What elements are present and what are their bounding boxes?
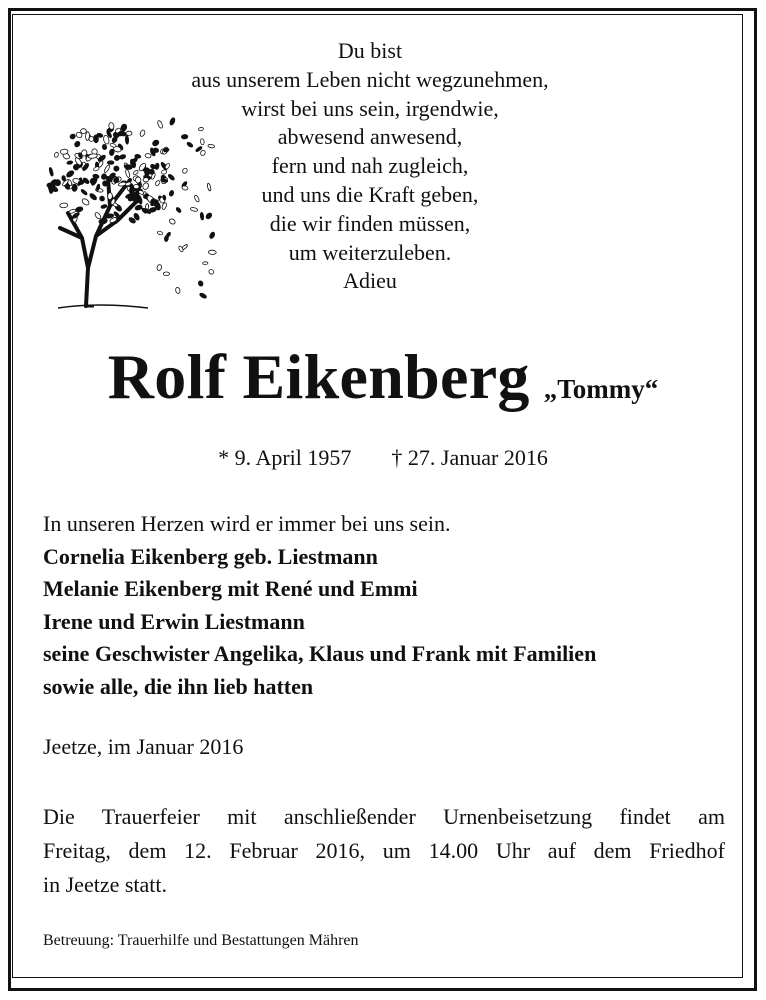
deceased-name: Rolf Eikenberg — [107, 341, 530, 412]
poem-line: aus unserem Leben nicht wegzunehmen, — [191, 66, 549, 92]
poem-line: wirst bei uns sein, irgendwie, — [241, 95, 499, 121]
life-dates — [0, 445, 766, 471]
birth-date: * 9. April 1957 — [218, 445, 352, 470]
poem-line: um weiterzuleben. — [288, 239, 452, 265]
family-section — [43, 508, 743, 703]
deceased-nickname: „Tommy“ — [543, 374, 659, 404]
funeral-care-note: Betreuung: Trauerhilfe und Bestattungen Mähren — [43, 932, 359, 949]
service-line: Freitag, dem 12. Februar 2016, um 14.00 Uhr auf dem Friedhof — [43, 838, 725, 863]
service-line: in Jeetze statt. — [43, 872, 168, 897]
service-line: Die Trauerfeier mit anschließender Urnenbeisetzung findet am — [43, 804, 725, 829]
mourner-line: Cornelia Eikenberg geb. Liestmann — [43, 543, 378, 569]
deceased-heading — [0, 340, 766, 414]
mourner-line: sowie alle, die ihn lieb hatten — [43, 673, 314, 699]
poem-line: fern und nah zugleich, — [271, 153, 469, 179]
death-date: † 27. Januar 2016 — [391, 445, 548, 470]
mourner-line: Irene und Erwin Liestmann — [43, 608, 305, 634]
funeral-service-info — [43, 800, 725, 902]
place-date: Jeetze, im Januar 2016 — [43, 734, 244, 759]
poem-line: und uns die Kraft geben, — [261, 181, 479, 207]
poem-line: Adieu — [343, 268, 397, 294]
mourner-line: seine Geschwister Angelika, Klaus und Frank mit Familien — [43, 641, 597, 666]
poem — [150, 37, 590, 296]
poem-line: abwesend anwesend, — [277, 124, 463, 150]
family-intro: In unseren Herzen wird er immer bei uns sein. — [43, 511, 451, 536]
mourner-line: Melanie Eikenberg mit René und Emmi — [43, 576, 418, 601]
poem-line: Du bist — [337, 38, 403, 63]
poem-line: die wir finden müssen, — [269, 210, 471, 236]
